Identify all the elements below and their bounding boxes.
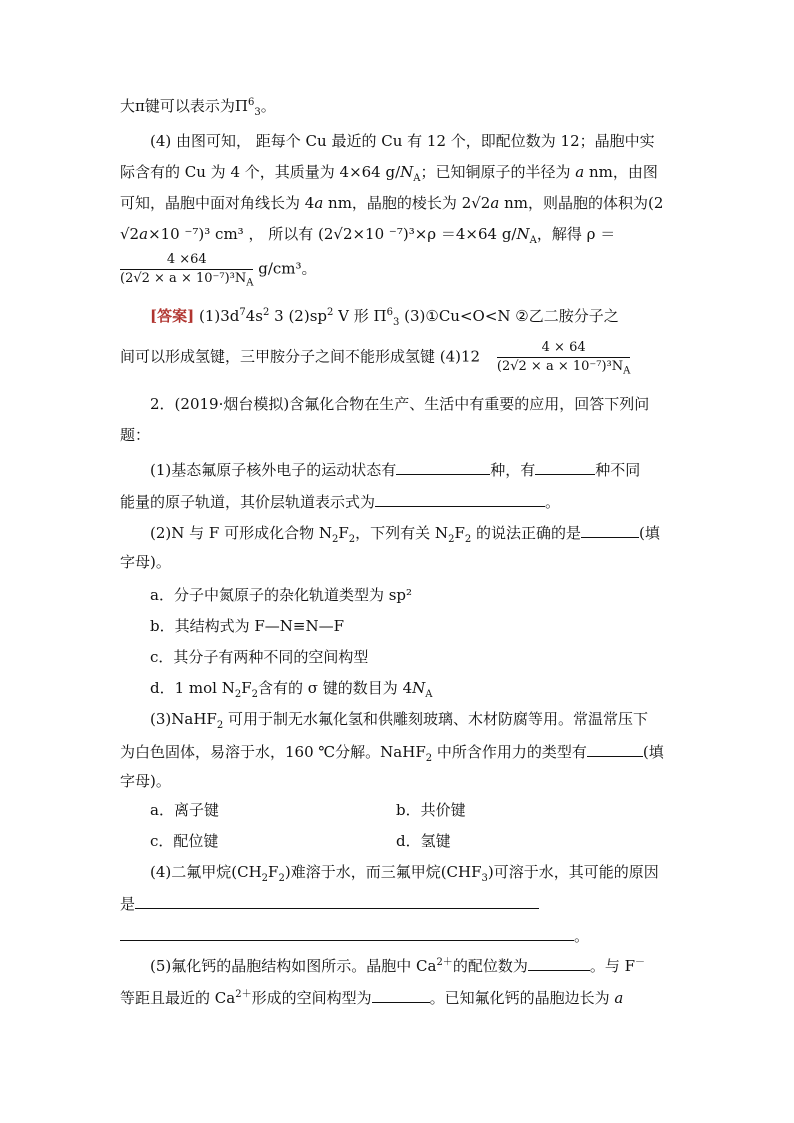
text: ，解得 ρ ＝ — [536, 225, 616, 243]
text: 形成的空间构型为 — [251, 989, 372, 1007]
superscript: 6 — [247, 97, 255, 108]
subscript: A — [425, 689, 433, 700]
text-line — [120, 224, 676, 244]
text: a — [314, 194, 324, 212]
subscript: 2 — [448, 534, 455, 545]
fraction — [497, 340, 630, 375]
answer-blank[interactable] — [528, 954, 590, 971]
subscript: A — [246, 277, 254, 289]
text: a — [139, 225, 149, 243]
superscript: 7 — [239, 307, 246, 318]
text: (4)二氟甲烷(CH — [150, 863, 262, 881]
option-a: a．分子中氮原子的杂化轨道类型为 sp² — [150, 586, 413, 604]
question-line — [120, 740, 676, 762]
option-b: b．共价键 — [396, 801, 466, 819]
text: 中所含作用力的类型有 — [432, 743, 587, 761]
text: (1)基态氟原子核外电子的运动状态有 — [150, 461, 397, 479]
text-line: (4) 由图可知， 距每个 Cu 最近的 Cu 有 12 个，即配位数为 12；晶胞中实 — [150, 132, 655, 150]
text: (2√2 × a × 10⁻⁷)³N — [496, 359, 624, 374]
text: √2 — [120, 225, 140, 243]
option-d — [150, 678, 676, 698]
superscript: － — [635, 957, 646, 968]
answer-blank[interactable] — [396, 458, 490, 475]
text: (2√2 × a × 10⁻⁷)³N — [120, 271, 247, 286]
subscript: 3 — [481, 873, 488, 884]
subscript: 3 — [392, 317, 400, 328]
text: 为白色固体，易溶于水，160 ℃分解。NaHF — [120, 743, 426, 761]
text: ×10 ⁻⁷)³ cm³ ， 所以有 (2√2×10 ⁻⁷)³×ρ ＝4×64 g/ — [148, 225, 517, 243]
question-line — [150, 954, 676, 976]
text: 间可以形成氢键，三甲胺分子之间不能形成氢键 (4)12 — [120, 347, 481, 366]
text: ，下列有关 N — [355, 524, 449, 542]
text: (填 — [639, 524, 660, 542]
text: 的配位数为 — [452, 957, 528, 975]
answer-line — [150, 306, 676, 326]
subscript: 3 — [254, 107, 261, 118]
text: 种不同 — [595, 461, 641, 479]
text: (3)NaHF — [150, 710, 217, 728]
formula-line — [120, 252, 676, 292]
answer-line — [120, 340, 676, 380]
superscript: 2＋ — [436, 957, 453, 968]
text: (1)3d — [194, 307, 240, 325]
subscript: 2 — [216, 720, 224, 731]
text: (5)氟化钙的晶胞结构如图所示。晶胞中 Ca — [150, 957, 437, 975]
text-line — [120, 162, 676, 182]
answer-blank[interactable] — [535, 458, 595, 475]
text: 是 — [120, 895, 136, 913]
text: 3 (2)sp — [269, 307, 328, 325]
option-c: c．配位键 — [150, 832, 219, 850]
subscript: 2 — [348, 534, 356, 545]
text: g/cm³。 — [253, 259, 317, 278]
text: F — [338, 524, 349, 542]
text: 。与 F — [589, 957, 636, 975]
option-b: b．其结构式为 F—N≡N—F — [150, 617, 345, 635]
text: a — [490, 194, 500, 212]
question-line — [150, 709, 676, 729]
text: F — [268, 863, 279, 881]
text: 。 — [574, 927, 590, 945]
text: d．1 mol N — [150, 679, 235, 697]
text: (3)①Cu<O<N ②乙二胺分子之 — [399, 307, 619, 325]
fraction-denominator — [497, 358, 630, 375]
question-line — [120, 892, 676, 914]
text: F — [241, 679, 252, 697]
text: 的说法正确的是 — [471, 524, 582, 542]
text: 可知，晶胞中面对角线长为 4 — [120, 194, 315, 212]
text: a — [614, 989, 624, 1007]
text: )可溶于水，其可能的原因 — [487, 863, 659, 881]
text: N — [516, 225, 530, 243]
question-heading: 题： — [120, 426, 151, 444]
text-line — [120, 96, 676, 116]
subscript: 2 — [251, 689, 259, 700]
superscript: 2 — [263, 307, 270, 318]
text: )难溶于水，而三氟甲烷(CHF — [284, 863, 482, 881]
question-line — [150, 521, 676, 543]
option-a: a．离子键 — [150, 801, 219, 819]
answer-blank[interactable] — [372, 986, 430, 1003]
answer-blank[interactable] — [581, 521, 639, 538]
superscript: 2 — [327, 307, 334, 318]
text: a — [575, 163, 585, 181]
text: 种，有 — [490, 461, 536, 479]
text: N — [400, 163, 414, 181]
fraction-denominator — [120, 270, 253, 287]
text: N — [412, 679, 426, 697]
option-c: c．其分子有两种不同的空间构型 — [150, 648, 369, 666]
subscript: 2 — [331, 534, 339, 545]
question-line: 字母)。 — [120, 553, 171, 571]
text: 4s — [245, 307, 263, 325]
text: 含有的 σ 键的数目为 4 — [258, 679, 413, 697]
text: 可用于制无水氟化氢和供雕刻玻璃、木材防腐等用。常温常压下 — [223, 710, 648, 728]
text: (2)N 与 F 可形成化合物 N — [150, 524, 332, 542]
text: 能量的原子轨道，其价层轨道表示式为 — [120, 493, 376, 511]
subscript: A — [413, 173, 421, 184]
option-d: d．氢键 — [396, 832, 451, 850]
answer-blank[interactable] — [587, 740, 643, 757]
text: 大π键可以表示为Π — [120, 97, 248, 115]
text: nm，则晶胞的体积为(2 — [499, 194, 664, 212]
text: 。 — [545, 493, 561, 511]
text: 。已知氟化钙的晶胞边长为 — [429, 989, 615, 1007]
fraction-numerator: 4 × 64 — [497, 340, 630, 358]
answer-blank[interactable] — [120, 924, 574, 941]
subscript: 2 — [425, 753, 433, 764]
text: F — [454, 524, 465, 542]
question-line — [120, 924, 676, 946]
subscript: 2 — [464, 534, 472, 545]
superscript: 2＋ — [235, 989, 252, 1000]
text: 际含有的 Cu 为 4 个，其质量为 4×64 g/ — [120, 163, 401, 181]
text: (填 — [642, 743, 664, 761]
answer-blank[interactable] — [135, 892, 539, 909]
question-line — [150, 862, 676, 882]
superscript: 6 — [386, 307, 393, 318]
question-line — [120, 986, 676, 1008]
subscript: A — [529, 235, 537, 246]
question-line — [150, 458, 676, 480]
answer-blank[interactable] — [375, 490, 545, 507]
question-heading: 2．(2019·烟台模拟)含氟化合物在生产、生活中有重要的应用，回答下列问 — [150, 395, 650, 413]
options-row — [150, 800, 676, 820]
question-line: 字母)。 — [120, 772, 171, 790]
text: 等距且最近的 Ca — [120, 989, 236, 1007]
text: V 形 Π — [333, 307, 387, 325]
fraction-numerator: 4 ×64 — [120, 252, 253, 270]
text: nm，晶胞的棱长为 2√2 — [323, 194, 491, 212]
subscript: 2 — [261, 873, 269, 884]
answer-tag: [答案] — [150, 307, 195, 325]
question-line — [120, 490, 676, 512]
options-row — [150, 831, 676, 851]
subscript: A — [623, 365, 631, 377]
fraction — [120, 252, 253, 287]
subscript: 2 — [234, 689, 242, 700]
text: ；已知铜原子的半径为 — [420, 163, 576, 181]
subscript: 2 — [278, 873, 285, 884]
text: 。 — [260, 97, 276, 115]
text: nm，由图 — [584, 163, 658, 181]
text-line — [120, 193, 676, 213]
